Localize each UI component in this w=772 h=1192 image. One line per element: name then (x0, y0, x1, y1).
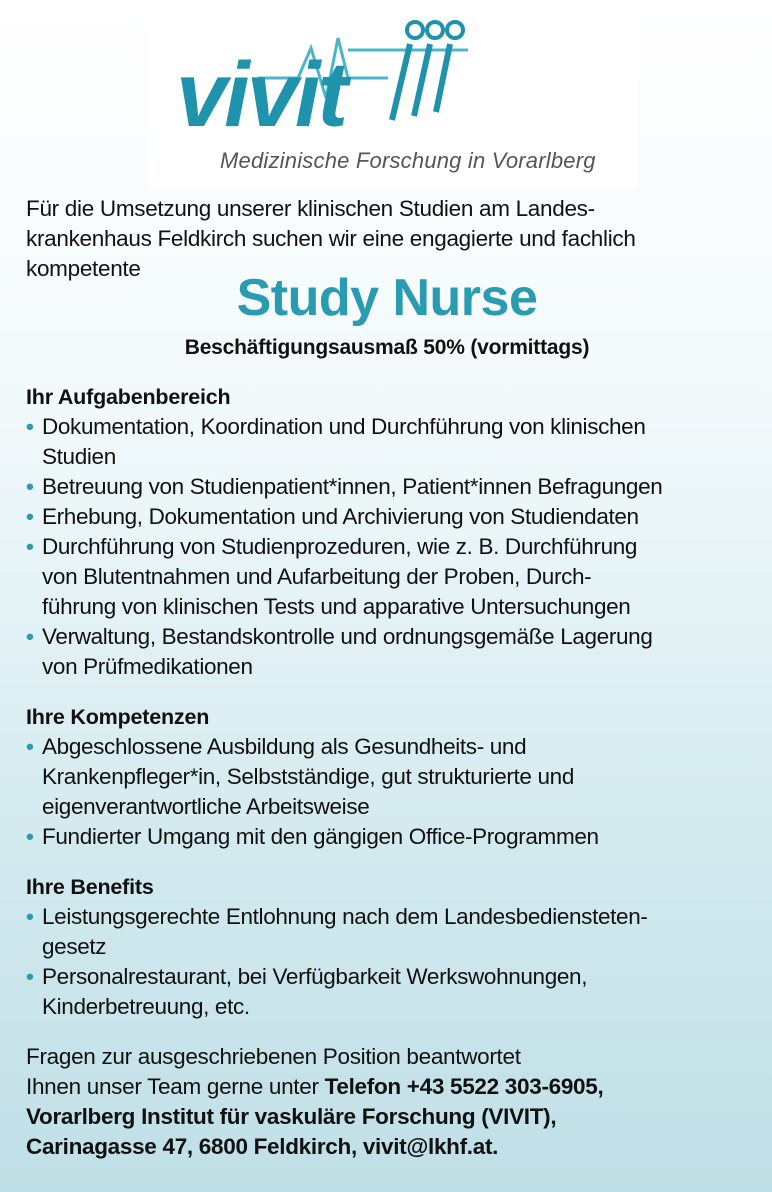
list-item: • Verwaltung, Bestandskontrolle und ordnungsgemäße Lagerung von Prüfmedikationen (26, 624, 653, 679)
contact-address: Carinagasse 47, 6800 Feldkirch, vivit@lkhf.at. (26, 1134, 499, 1159)
list-item: • Durchführung von Studienprozeduren, wie z. B. Durchführung von Blutentnahmen und Aufarbeitung der Proben, Durch- führung von klinischen Tests und apparative Untersuchungen (26, 534, 638, 619)
contact-info (26, 1042, 748, 1162)
employment-extent: Beschäftigungsausmaß 50% (vormittags) (184, 336, 590, 359)
section-benefits (26, 872, 748, 1022)
contact-line: Fragen zur ausgeschriebenen Position beantwortet (26, 1044, 521, 1069)
section-heading: Ihre Kompetenzen (26, 705, 210, 729)
contact-line: Ihnen unser Team gerne unter (26, 1074, 325, 1099)
vivit-logo-mark (148, 8, 638, 148)
list-item: • Betreuung von Studienpatient*innen, Patient*innen Befragungen (26, 474, 663, 499)
contact-institute: Vorarlberg Institut für vaskuläre Forschung (VIVIT), (26, 1104, 557, 1129)
job-ad (26, 194, 748, 1159)
competence-list (26, 732, 748, 852)
task-list (26, 412, 748, 682)
section-heading: Ihr Aufgabenbereich (26, 385, 231, 409)
list-item: • Leistungsgerechte Entlohnung nach dem Landesbediensteten- gesetz (26, 904, 648, 959)
intro-text: Für die Umsetzung unserer klinischen Studien am Landes- krankenhaus Feldkirch suchen wir eine engagierte und fachlich kompetente (26, 196, 636, 281)
logo-tagline: Medizinische Forschung in Vorarlberg (220, 148, 596, 173)
list-item: • Dokumentation, Koordination und Durchführung von klinischen Studien (26, 414, 646, 469)
list-item: • Fundierter Umgang mit den gängigen Office-Programmen (26, 824, 599, 849)
contact-phone: Telefon +43 5522 303-6905, (324, 1074, 604, 1099)
list-item: • Abgeschlossene Ausbildung als Gesundheits- und Krankenpfleger*in, Selbstständige, gut strukturierte und eigenverantwortliche Arbeitsweise (26, 734, 574, 819)
section-heading: Ihre Benefits (26, 875, 154, 899)
section-kompetenzen (26, 702, 748, 852)
section-aufgabenbereich (26, 382, 748, 682)
benefit-list (26, 902, 748, 1022)
list-item: • Personalrestaurant, bei Verfügbarkeit Werkswohnungen, Kinderbetreuung, etc. (26, 964, 588, 1019)
logo (148, 8, 638, 188)
list-item: • Erhebung, Dokumentation und Archivierung von Studiendaten (26, 504, 639, 529)
job-title: Study Nurse (236, 269, 538, 327)
logo-wordmark: vivit (176, 44, 346, 146)
